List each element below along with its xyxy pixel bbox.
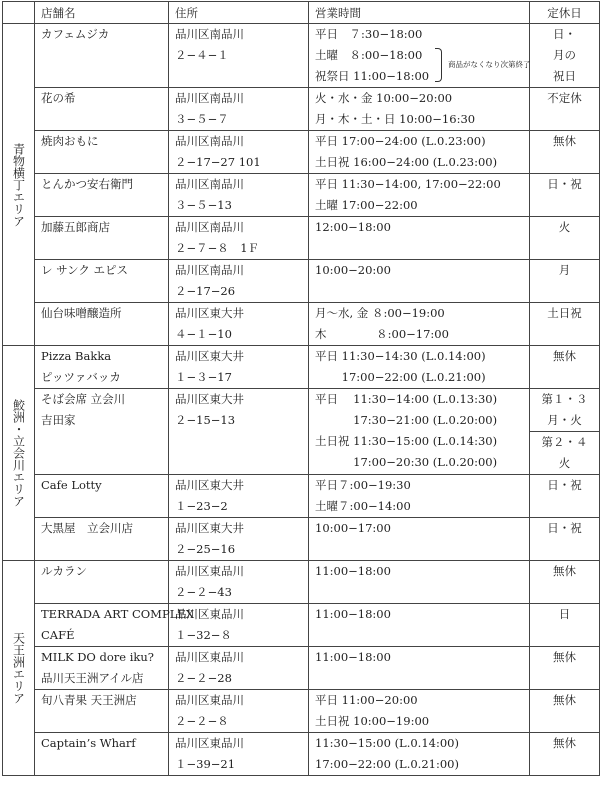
area-label-text: 鮫洲・立会川エリア: [11, 399, 26, 507]
store-address-line: 品川区東品川: [175, 650, 244, 664]
store-address-line: ４−１−10: [175, 327, 232, 341]
store-address-line: 品川区東品川: [175, 607, 244, 621]
store-name-line: 品川天王洲アイル店: [41, 671, 144, 685]
store-address: [169, 604, 309, 647]
table-row: [3, 690, 600, 733]
store-hours-line: 祝祭日 11:00−18:00: [315, 69, 430, 83]
store-closed: [530, 389, 600, 475]
store-name-line: レ サンク エピス: [41, 263, 129, 277]
store-address: [169, 733, 309, 776]
store-hours-line: 土曜 17:00−22:00: [315, 198, 418, 212]
store-hours-line: 木 ８:00−17:00: [315, 327, 449, 341]
store-address-line: １−32−８: [175, 628, 232, 642]
store-address-line: 品川区南品川: [175, 27, 244, 41]
store-address-line: 品川区東大井: [175, 306, 244, 320]
store-hours-line: 平日 11:30−14:30 (L.0.14:00): [315, 349, 486, 363]
store-address: [169, 475, 309, 518]
store-hours-line: 土曜 ８:00−18:00: [315, 48, 423, 62]
table-row: [3, 518, 600, 561]
table-row: [3, 260, 600, 303]
store-hours-line: 10:00−17:00: [315, 521, 391, 535]
store-closed-line: 日・祝: [547, 521, 582, 535]
store-address-line: ２−２−８: [175, 714, 229, 728]
store-hours-line: 土曜７:00−14:00: [315, 499, 411, 513]
store-closed: [530, 24, 600, 88]
store-closed: [530, 690, 600, 733]
store-name: [35, 174, 169, 217]
store-table: [2, 1, 600, 776]
store-closed: [530, 604, 600, 647]
store-hours-line: 17:00−22:00 (L.0.21:00): [315, 370, 486, 384]
table-row: [3, 303, 600, 346]
store-name-line: Pizza Bakka: [41, 349, 112, 363]
store-closed: [530, 217, 600, 260]
store-closed-line: 無休: [553, 736, 576, 750]
store-hours-line: 月〜水, 金 ８:00−19:00: [315, 306, 445, 320]
store-name-line: そば会席 立会川: [41, 392, 126, 406]
store-address-line: ３−５−13: [175, 198, 232, 212]
store-address-line: ２−17−26: [175, 284, 236, 298]
store-hours: [309, 260, 530, 303]
header-name: 店舗名: [35, 2, 169, 24]
store-hours-line: 12:00−18:00: [315, 220, 391, 234]
store-name: [35, 217, 169, 260]
store-closed: [530, 647, 600, 690]
table-row: [3, 88, 600, 131]
store-hours-line: 平日 11:30−14:00, 17:00−22:00: [315, 177, 501, 191]
store-address: [169, 217, 309, 260]
store-hours-line: 11:30−15:00 (L.0.14:00): [315, 736, 459, 750]
store-name-line: ルカラン: [41, 564, 87, 578]
table-row: [3, 131, 600, 174]
store-address-line: １−39−21: [175, 757, 236, 771]
store-address: [169, 174, 309, 217]
store-name-line: 加藤五郎商店: [41, 220, 110, 234]
store-address: [169, 88, 309, 131]
store-address-line: ２−２−28: [175, 671, 232, 685]
store-hours-line: 17:00−20:30 (L.0.20:00): [315, 455, 498, 469]
store-closed: [530, 561, 600, 604]
store-hours: [309, 24, 530, 88]
store-name-line: CAFÉ: [41, 628, 75, 642]
store-closed: [530, 518, 600, 561]
store-name: [35, 260, 169, 303]
store-name: [35, 131, 169, 174]
store-name: [35, 24, 169, 88]
store-closed-line: 日・祝: [547, 478, 582, 492]
area-label: [3, 561, 35, 776]
store-hours: [309, 604, 530, 647]
store-address-line: 品川区東大井: [175, 349, 244, 363]
table-row: [3, 475, 600, 518]
store-closed: [530, 475, 600, 518]
store-address: [169, 647, 309, 690]
store-hours: [309, 690, 530, 733]
bracket-mark: [435, 48, 442, 82]
header-row: [3, 2, 600, 24]
header-area: [3, 2, 35, 24]
store-address-line: １−23−2: [175, 499, 228, 513]
store-hours: [309, 217, 530, 260]
store-address-line: ２−17−27 101: [175, 155, 261, 169]
store-name: [35, 475, 169, 518]
store-closed: [530, 260, 600, 303]
table-row: [3, 346, 600, 389]
store-closed-line: 無休: [553, 650, 576, 664]
area-label: [3, 346, 35, 561]
store-hours: [309, 733, 530, 776]
store-name: [35, 389, 169, 475]
store-address-line: 品川区東大井: [175, 392, 244, 406]
store-hours-line: 土日祝 10:00−19:00: [315, 714, 430, 728]
store-hours-line: 平日７:00−19:30: [315, 478, 411, 492]
store-closed: [530, 733, 600, 776]
store-name: [35, 561, 169, 604]
store-hours-line: 平日 ７:30−18:00: [315, 27, 423, 41]
store-closed-line: 第１・３: [541, 392, 588, 406]
header-hours: 営業時間: [309, 2, 530, 24]
store-address: [169, 561, 309, 604]
store-closed-line: 無休: [553, 134, 576, 148]
area-label-text: 青物横丁エリア: [11, 142, 26, 227]
store-name-line: 花の希: [41, 91, 76, 105]
table-row: [3, 389, 600, 475]
store-address: [169, 690, 309, 733]
store-name-line: Cafe Lotty: [41, 478, 102, 492]
store-closed-line: 火: [558, 456, 571, 470]
store-name: [35, 733, 169, 776]
store-address-line: 品川区南品川: [175, 177, 244, 191]
store-address-line: ３−５−７: [175, 112, 229, 126]
store-closed-line: 日・祝: [547, 177, 582, 191]
store-name: [35, 346, 169, 389]
store-closed-line: 月・火: [547, 413, 582, 427]
store-closed-line: 第２・４: [541, 435, 588, 449]
store-hours-line: 月・木・土・日 10:00−16:30: [315, 112, 476, 126]
store-hours: [309, 174, 530, 217]
store-address-line: ２−15−13: [175, 413, 236, 427]
store-closed-line: 無休: [553, 693, 576, 707]
table-row: [3, 561, 600, 604]
hours-note: 商品がなくなり次第終了: [448, 60, 531, 69]
store-hours-line: 10:00−20:00: [315, 263, 391, 277]
store-name-line: 仙台味噌醸造所: [41, 306, 122, 320]
store-closed-line: 日・: [553, 27, 576, 41]
store-closed-line: 土日祝: [547, 306, 582, 320]
store-hours-line: 17:00−22:00 (L.0.21:00): [315, 757, 459, 771]
store-name-line: カフェムジカ: [41, 27, 110, 41]
store-address-line: １−３−17: [175, 370, 232, 384]
store-closed-line: 祝日: [553, 69, 576, 83]
store-address: [169, 303, 309, 346]
store-address: [169, 518, 309, 561]
table-row: [3, 24, 600, 88]
store-name-line: TERRADA ART COMPLEX: [41, 607, 194, 621]
store-name-line: 吉田家: [41, 413, 76, 427]
store-name-line: 旬八青果 天王洲店: [41, 693, 137, 707]
store-hours: [309, 647, 530, 690]
store-address: [169, 24, 309, 88]
store-address-line: 品川区東大井: [175, 478, 244, 492]
store-address-line: 品川区南品川: [175, 91, 244, 105]
store-hours: [309, 346, 530, 389]
store-closed-line: 月の: [553, 48, 576, 62]
store-address-line: 品川区南品川: [175, 263, 244, 277]
table-row: [3, 604, 600, 647]
store-name-line: Captain’s Wharf: [41, 736, 136, 750]
store-closed-line: 無休: [553, 349, 576, 363]
store-address: [169, 346, 309, 389]
store-name: [35, 88, 169, 131]
store-address-line: 品川区南品川: [175, 220, 244, 234]
store-name-line: 焼肉おもに: [41, 134, 99, 148]
area-label-text: 天王洲エリア: [11, 632, 26, 704]
store-hours-line: 17:30−21:00 (L.0.20:00): [315, 413, 498, 427]
store-address-line: ２−７−８ 1Ｆ: [175, 241, 260, 255]
store-closed-line: 月: [558, 263, 571, 277]
store-closed: [530, 88, 600, 131]
store-hours: [309, 389, 530, 475]
closed-second-block: [530, 431, 599, 474]
store-name: [35, 518, 169, 561]
store-hours: [309, 561, 530, 604]
store-hours-line: 平日 11:00−20:00: [315, 693, 418, 707]
store-hours-line: 平日 17:00−24:00 (L.0.23:00): [315, 134, 486, 148]
store-address-line: 品川区東品川: [175, 564, 244, 578]
store-closed-line: 無休: [553, 564, 576, 578]
header-closed: 定休日: [530, 2, 600, 24]
header-address: 住所: [169, 2, 309, 24]
store-address-line: 品川区東大井: [175, 521, 244, 535]
store-name-line: MILK DO dore iku?: [41, 650, 154, 664]
store-hours-line: 平日 11:30−14:00 (L.0.13:30): [315, 392, 498, 406]
store-address-line: 品川区東品川: [175, 693, 244, 707]
store-name-line: 大黒屋 立会川店: [41, 521, 133, 535]
store-hours: [309, 303, 530, 346]
store-address: [169, 260, 309, 303]
store-name: [35, 690, 169, 733]
store-address-line: ２−25−16: [175, 542, 236, 556]
store-closed-line: 不定休: [547, 91, 582, 105]
store-name: [35, 604, 194, 647]
store-hours-line: 土日祝 16:00−24:00 (L.0.23:00): [315, 155, 498, 169]
store-closed: [530, 346, 600, 389]
area-label: [3, 24, 35, 346]
store-address-line: 品川区東品川: [175, 736, 244, 750]
store-hours-line: 11:00−18:00: [315, 650, 391, 664]
store-hours-line: 火・水・金 10:00−20:00: [315, 91, 453, 105]
store-hours-line: 11:00−18:00: [315, 564, 391, 578]
store-closed: [530, 174, 600, 217]
store-hours: [309, 475, 530, 518]
store-hours: [309, 88, 530, 131]
store-address: [169, 389, 309, 475]
store-name-line: ピッツァバッカ: [41, 370, 121, 384]
table-row: [3, 733, 600, 776]
table-row: [3, 217, 600, 260]
store-closed-line: 火: [558, 220, 571, 234]
store-closed: [530, 131, 600, 174]
store-address-line: ２−２−43: [175, 585, 232, 599]
store-name-line: とんかつ安右衛門: [41, 177, 133, 191]
store-address: [169, 131, 309, 174]
store-address-line: 品川区南品川: [175, 134, 244, 148]
table-row: [3, 174, 600, 217]
store-closed: [530, 303, 600, 346]
store-name: [35, 647, 169, 690]
store-hours-line: 11:00−18:00: [315, 607, 391, 621]
store-hours-line: 土日祝 11:30−15:00 (L.0.14:30): [315, 434, 498, 448]
store-name: [35, 303, 169, 346]
store-closed-line: 日: [558, 607, 571, 621]
store-hours: [309, 518, 530, 561]
store-hours: [309, 131, 530, 174]
store-address-line: ２−４−１: [175, 48, 229, 62]
table-row: [3, 647, 600, 690]
